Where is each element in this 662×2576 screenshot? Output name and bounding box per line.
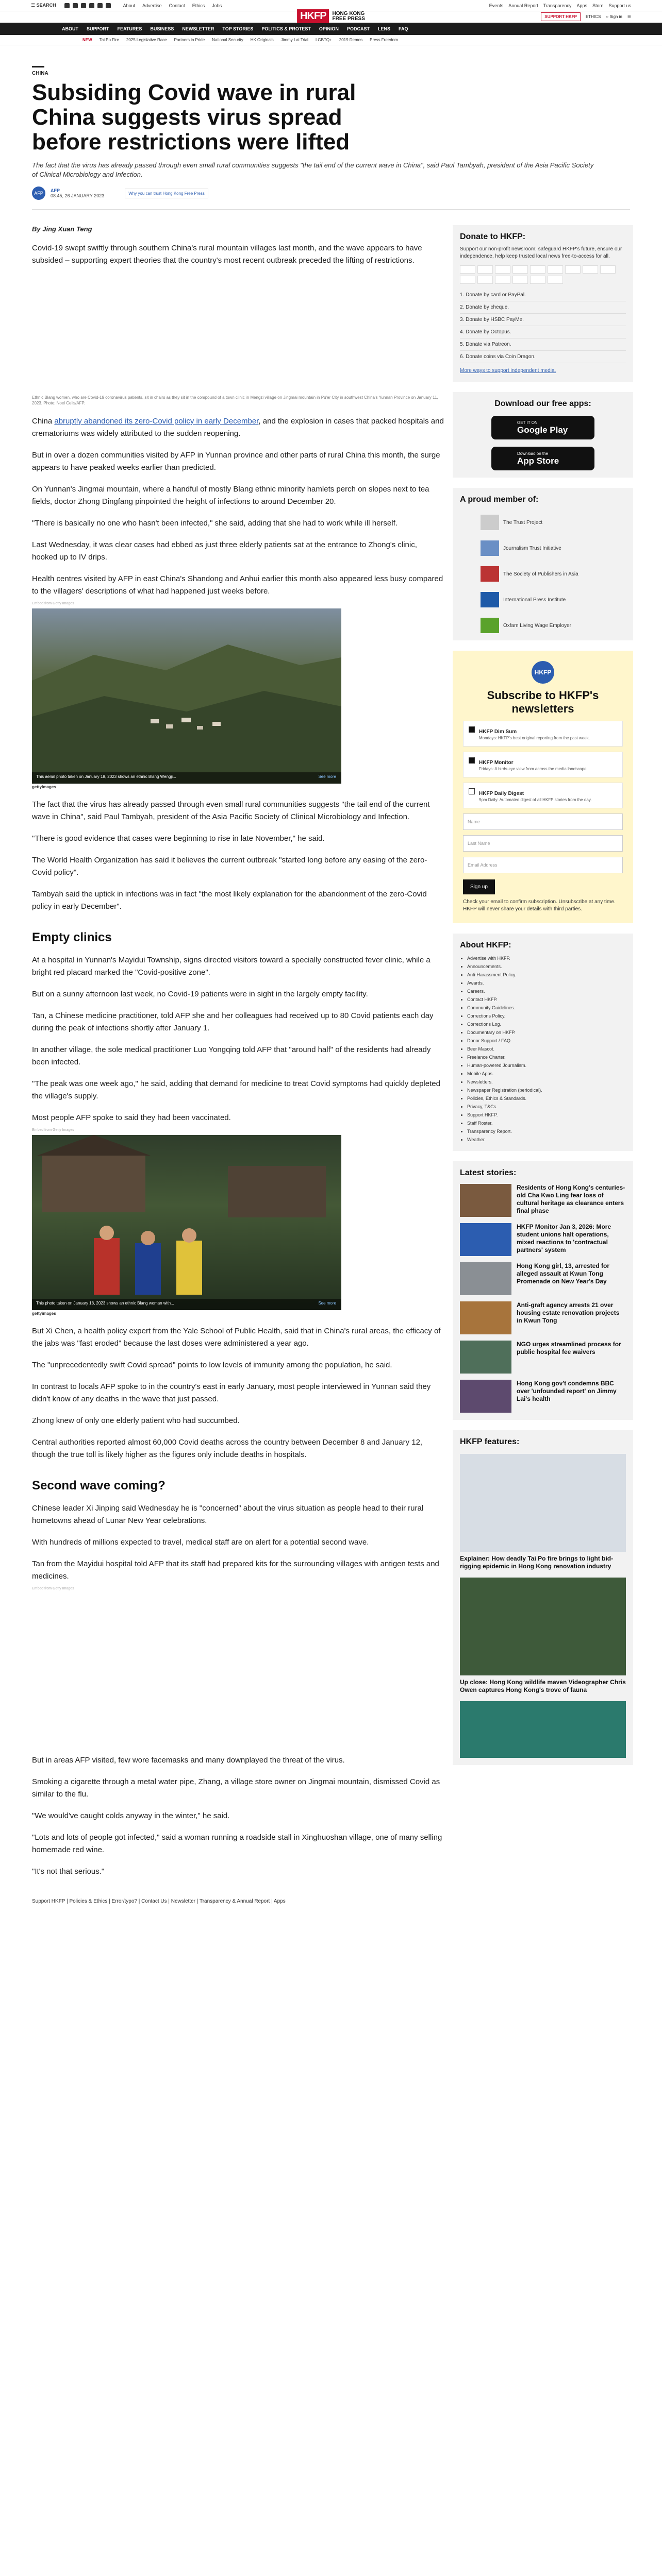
feature-story[interactable]: Explainer: How deadly Tai Po fire brings to light bid-rigging epidemic in Hong Kong renovation industry (460, 1454, 626, 1570)
newsletter-option-digest[interactable]: HKFP Daily Digest 9pm Daily: Automated digest of all HKFP stories from the day. (463, 783, 623, 808)
newsletter-option-monitor[interactable]: HKFP Monitor Fridays: A birds-eye view from across the media landscape. (463, 752, 623, 777)
top-link-store[interactable]: Store (592, 3, 604, 8)
getty-logo[interactable]: gettyimages (32, 785, 56, 789)
paragraph: "There is good evidence that cases were beginning to rise in late November," he said. (32, 834, 325, 843)
member-jti[interactable]: Journalism Trust Initiative (460, 540, 626, 556)
features-title: HKFP features: (460, 1437, 520, 1446)
paragraph: Zhong knew of only one elderly patient who had succumbed. (32, 1416, 240, 1425)
donate-option[interactable]: 4. Donate by Octopus. (460, 326, 626, 338)
about-title: About HKFP: (460, 941, 511, 950)
ethics-link[interactable]: ETHICS (585, 14, 601, 19)
google-play-button[interactable]: GET IT ON Google Play (491, 416, 594, 439)
paragraph: The World Health Organization has said it believes the current outbreak "started long before any easing of the zero-Covid policy". (32, 856, 427, 877)
paragraph: "We would've caught colds anyway in the winter," he said. (32, 1811, 230, 1820)
getty-logo[interactable]: gettyimages (32, 1311, 56, 1316)
subnav-item[interactable]: Jimmy Lai Trial (280, 38, 308, 42)
about-link[interactable]: • Awards. (467, 979, 626, 987)
photo-caption: This photo taken on January 18, 2023 shows an ethnic Blang woman with... (36, 1301, 174, 1306)
about-link[interactable]: • Transparency Report. (467, 1127, 626, 1136)
linkedin-icon[interactable] (89, 3, 94, 8)
paragraph: "The peak was one week ago," he said, adding that demand for medicine to treat Covid symptoms had quickly depleted the village's supply. (32, 1079, 440, 1100)
image-caption: Ethnic Blang women, who are Covid-19 coronavirus patients, sit in chairs as they sit in the compound of a town clinic in Mengzi village on Jingmai mountain in Pu'er City in southwest China's Yunnan Province on January 11, 2023. Photo: Noel Celis/AFP. (32, 395, 438, 405)
visa-icon (477, 265, 493, 274)
embed-credit: Embed from Getty Images (32, 602, 74, 605)
subnav-item[interactable]: Tai Po Fire (99, 38, 119, 42)
story-thumbnail (460, 1184, 511, 1217)
about-link[interactable]: • Staff Roster. (467, 1119, 626, 1127)
patreon-icon (512, 276, 528, 284)
about-link[interactable]: • Corrections Log. (467, 1020, 626, 1028)
about-link[interactable]: • Anti-Harassment Policy. (467, 971, 626, 979)
discover-icon (548, 265, 563, 274)
paragraph: But in areas AFP visited, few wore facemasks and many downplayed the threat of the virus. (32, 1756, 345, 1765)
subnav-item[interactable]: National Security (212, 38, 243, 42)
embed-placeholder (32, 1590, 444, 1745)
payment-icons (460, 265, 626, 284)
octopus-icon (495, 276, 510, 284)
subnav-item[interactable]: 2025 Legislative Race (126, 38, 167, 42)
amex-icon (495, 265, 510, 274)
trust-link[interactable]: Why you can trust Hong Kong Free Press (125, 189, 208, 198)
paragraph: In contrast to locals AFP spoke to in the country's east in early January, most people interviewed in Yunnan said they didn't know of any deaths in the wave that just passed. (32, 1382, 431, 1403)
story-thumbnail (460, 1262, 511, 1295)
image-placeholder (32, 267, 444, 391)
mountain-graphic (32, 608, 341, 784)
apps-title: Download our free apps: (494, 399, 591, 408)
section-heading-second-wave: Second wave coming? (32, 1479, 166, 1493)
latest-story[interactable]: NGO urges streamlined process for public hospital fee waivers (460, 1341, 626, 1374)
checkbox[interactable] (469, 788, 475, 794)
latest-stories-box (453, 1161, 633, 1420)
top-link-annual-report[interactable]: Annual Report (508, 3, 538, 8)
top-link-advertise[interactable]: Advertise (142, 3, 162, 8)
paragraph: In another village, the sole medical practitioner Luo Yongqing told AFP that "around half" of the residents had already been infected. (32, 1045, 431, 1066)
paragraph: The fact that the virus has already passed through even small rural communities suggests "the tail end of the current wave in China", said Paul Tambyah, president of the Asia Pacific Society of Clinical Microbiology and Infection. (32, 800, 430, 821)
latest-story[interactable]: HKFP Monitor Jan 3, 2026: More student unions halt operations, mixed reactions to 'contractual partners' system (460, 1223, 626, 1256)
paragraph: Tan, a Chinese medicine practitioner, told AFP she and her colleagues had received up to 80 Covid patients each day during the peak of infections shortly after January 1. (32, 1011, 434, 1032)
youtube-icon[interactable] (97, 3, 103, 8)
feature-story[interactable]: Up close: Hong Kong wildlife maven Videographer Chris Owen captures Hong Kong's trove of fauna (460, 1578, 626, 1694)
nav-business[interactable]: BUSINESS (150, 26, 174, 31)
paragraph: But on a sunny afternoon last week, no Covid-19 patients were in sight in the largely empty facility. (32, 990, 368, 998)
paragraph: Last Wednesday, it was clear cases had ebbed as just three elderly patients sat at the entrance to Zhong's clinic, hooked up to IV drips. (32, 540, 417, 562)
paragraph: Most people AFP spoke to said they had been vaccinated. (32, 1113, 231, 1122)
village-photo[interactable] (32, 1135, 341, 1310)
donate-option[interactable]: 3. Donate by HSBC PayMe. (460, 314, 626, 326)
donate-option[interactable]: 2. Donate by cheque. (460, 301, 626, 314)
about-link[interactable]: • Careers. (467, 987, 626, 995)
about-box (453, 934, 633, 1151)
about-link[interactable]: • Announcements. (467, 962, 626, 971)
support-hkfp-button[interactable]: SUPPORT HKFP (541, 12, 581, 21)
photo-caption: This aerial photo taken on January 18, 2023 shows an ethnic Blang Wengji... (36, 774, 176, 779)
nav-newsletter[interactable]: NEWSLETTER (182, 26, 214, 31)
new-badge: NEW (82, 38, 92, 42)
top-link-jobs[interactable]: Jobs (212, 3, 222, 8)
top-link-support-us[interactable]: Support us (608, 3, 631, 8)
feature-image (460, 1701, 626, 1758)
about-list (460, 954, 626, 1144)
mastercard-icon (460, 265, 475, 274)
top-link-transparency[interactable]: Transparency (543, 3, 572, 8)
paragraph: Covid-19 swept swiftly through southern China's rural mountain villages last month, and the wave appears to have subsided – supporting expert theories that the country's most recent outbreak preceded the lifting of restrictions. (32, 244, 422, 265)
member-oxfam[interactable]: Oxfam Living Wage Employer (460, 618, 626, 633)
donate-option[interactable]: 1. Donate by card or PayPal. (460, 289, 626, 301)
first-name-input[interactable]: Name (463, 814, 623, 830)
about-link[interactable]: • Weather. (467, 1136, 626, 1144)
about-link[interactable]: • Support HKFP. (467, 1111, 626, 1119)
feature-image (460, 1454, 626, 1552)
paragraph: Smoking a cigarette through a metal water pipe, Zhang, a village store owner on Jingmai mountain, dismissed Covid as similar to the flu. (32, 1777, 440, 1799)
story-thumbnail (460, 1380, 511, 1413)
member-ipi[interactable]: International Press Institute (460, 592, 626, 607)
sub-nav (0, 35, 662, 45)
about-link[interactable]: • Newsletters. (467, 1078, 626, 1086)
nav-lens[interactable]: LENS (377, 26, 390, 31)
paragraph: At a hospital in Yunnan's Mayidui Township, signs directed visitors toward a specially constructed fever clinic, while a bright red placard marked the "Covid-positive zone". (32, 956, 431, 977)
subnav-item[interactable]: Partners in Pride (174, 38, 205, 42)
paragraph: But in over a dozen communities visited by AFP in Yunnan province and other parts of rural China this month, the surge appears to have peaked weeks earlier than predicted. (32, 451, 440, 472)
google-pay-icon (600, 265, 616, 274)
ipi-logo (481, 592, 499, 607)
email-input[interactable]: Email Address (463, 857, 623, 873)
about-link[interactable]: • Community Guidelines. (467, 1004, 626, 1012)
donate-box (453, 225, 633, 382)
about-link[interactable]: • Advertise with HKFP. (467, 954, 626, 962)
article-lede: The fact that the virus has already passed through even small rural communities suggests "the tail end of the current wave in China", said Paul Tambyah, president of the Asia Pacific Society of Clinical Microbiology and Infection. (32, 161, 594, 178)
about-link[interactable]: • Beer Mascot. (467, 1045, 626, 1053)
hkfp-badge: HKFP (532, 661, 554, 684)
latest-story[interactable]: Anti-graft agency arrests 21 over housing estate renovation projects in Kwun Tong (460, 1301, 626, 1334)
latest-story[interactable]: Residents of Hong Kong's centuries-old Cha Kwo Ling fear loss of cultural heritage as clearance enters final phase (460, 1184, 626, 1217)
trust-project-logo (481, 515, 499, 530)
paragraph: "It's not that serious." (32, 1867, 105, 1876)
latest-story[interactable]: Hong Kong girl, 13, arrested for alleged assault at Kwun Tong Promenade on New Year's Day (460, 1262, 626, 1295)
app-store-button[interactable]: Download on the App Store (491, 447, 594, 470)
nav-top-stories[interactable]: TOP STORIES (222, 26, 254, 31)
apple-pay-icon (583, 265, 598, 274)
donate-option[interactable]: 5. Donate via Patreon. (460, 338, 626, 351)
latest-title: Latest stories: (460, 1168, 517, 1177)
top-link-ethics[interactable]: Ethics (192, 3, 205, 8)
section-heading-empty-clinics: Empty clinics (32, 930, 112, 944)
payme-icon (477, 276, 493, 284)
members-title: A proud member of: (460, 495, 539, 504)
oxfam-logo (481, 618, 499, 633)
sign-up-button[interactable]: Sign up (463, 879, 495, 894)
paragraph: "Lots and lots of people got infected," said a woman running a roadside stall in Xinghuoshan village, one of many selling homemade red wine. (32, 1833, 442, 1854)
subnav-item[interactable]: LGBTQ+ (315, 38, 332, 42)
nav-podcast[interactable]: PODCAST (346, 26, 370, 31)
nav-about[interactable]: ABOUT (62, 26, 78, 31)
menu-icon[interactable]: ☰ (627, 14, 631, 19)
nav-politics[interactable]: POLITICS & PROTEST (261, 26, 311, 31)
features-box (453, 1430, 633, 1765)
story-thumbnail (460, 1341, 511, 1374)
nav-faq[interactable]: FAQ (398, 26, 408, 31)
article-footer-links[interactable]: Support HKFP | Policies & Ethics | Error/typo? | Contact Us | Newsletter | Transparency & Annual Report | Apps (32, 1899, 286, 1904)
apps-box (453, 392, 633, 478)
embed-credit: Embed from Getty Images (32, 1587, 74, 1590)
members-box (453, 488, 633, 640)
nav-features[interactable]: FEATURES (117, 26, 142, 31)
about-link[interactable]: • Privacy, T&Cs. (467, 1103, 626, 1111)
unionpay-icon (530, 265, 545, 274)
paragraph: Health centres visited by AFP in east China's Shandong and Anhui earlier this month also appeared less busy compared to the villagers' descriptions of what had happened just weeks before. (32, 574, 443, 596)
member-trust-project[interactable]: The Trust Project (460, 515, 626, 530)
village-graphic (32, 1135, 341, 1310)
paypal-icon (460, 276, 475, 284)
search-button[interactable]: ☰ SEARCH (31, 3, 56, 8)
zero-covid-link[interactable]: abruptly abandoned its zero-Covid policy in early December (54, 417, 259, 426)
paragraph: The "unprecedentedly swift Covid spread" points to low levels of immunity among the population, he said. (32, 1361, 392, 1369)
publish-date: 08:45, 26 JANUARY 2023 (51, 193, 105, 198)
checkbox[interactable] (469, 726, 475, 733)
brand-row (0, 11, 662, 23)
last-name-input[interactable]: Last Name (463, 835, 623, 852)
paragraph: Tan from the Mayidui hospital told AFP that its staff had prepared kits for the surrounding villages with antigen tests and medicines. (32, 1560, 439, 1581)
paragraph: But Xi Chen, a health policy expert from the Yale School of Public Health, said that in China's rural areas, the efficacy of the jabs was "fast eroded" because the last doses were administered a year ago. (32, 1327, 441, 1348)
embed-credit: Embed from Getty Images (32, 1128, 74, 1132)
paragraph: "There is basically no one who hasn't been infected," she said, adding that she had to work while ill herself. (32, 519, 398, 528)
newsletter-note: Check your email to confirm subscription. Unsubscribe at any time. HKFP will never share your details with third parties. (463, 899, 616, 912)
donate-text: Support our non-profit newsroom; safeguard HKFP's future, ensure our independence, help keep trusted local news free-to-access for all. (460, 246, 622, 259)
jcb-icon (512, 265, 528, 274)
nav-support[interactable]: SUPPORT (87, 26, 109, 31)
paragraph: On Yunnan's Jingmai mountain, where a handful of mostly Blang ethnic minority hamlets perch on slopes next to tea fields, doctor Zhong Dingfang pinpointed the height of infections to around December 20. (32, 485, 429, 506)
top-link-about[interactable]: About (123, 3, 136, 8)
social-icons (64, 3, 111, 8)
about-link[interactable]: • Freelance Charter. (467, 1053, 626, 1061)
about-link[interactable]: • Newspaper Registration (periodical). (467, 1086, 626, 1094)
checkbox[interactable] (469, 757, 475, 764)
about-link[interactable]: • Donor Support / FAQ. (467, 1037, 626, 1045)
site-logo[interactable]: HKFP HONG KONG FREE PRESS (297, 9, 365, 23)
paragraph: Tambyah said the uptick in infections was in fact "the most likely explanation for the abandonment of the zero-Covid policy in early December". (32, 890, 427, 911)
author-meta (51, 188, 104, 198)
about-link[interactable]: • Policies, Ethics & Standards. (467, 1094, 626, 1103)
aerial-photo[interactable] (32, 608, 341, 784)
about-link[interactable]: • Mobile Apps. (467, 1070, 626, 1078)
diners-icon (565, 265, 581, 274)
more-ways-link[interactable]: More ways to support independent media. (460, 368, 556, 374)
author-name[interactable]: AFP (51, 188, 60, 193)
see-more-link[interactable]: See more (318, 1301, 336, 1306)
article-category[interactable]: CHINA (32, 71, 48, 76)
paragraph: With hundreds of millions expected to travel, medical staff are on alert for a potential second wave. (32, 1538, 369, 1547)
top-link-apps[interactable]: Apps (576, 3, 587, 8)
top-link-contact[interactable]: Contact (169, 3, 185, 8)
top-link-events[interactable]: Events (489, 3, 504, 8)
sopa-logo (481, 566, 499, 582)
article-title: Subsiding Covid wave in rural China suggests virus spread before restrictions were lifted (32, 80, 356, 155)
newsletter-title: Subscribe to HKFP's newsletters (487, 689, 599, 715)
donate-option[interactable]: 6. Donate coins via Coin Dragon. (460, 351, 626, 363)
paragraph: Chinese leader Xi Jinping said Wednesday he is "concerned" about the virus situation as people head to their rural hometowns ahead of Lunar New Year celebrations. (32, 1504, 424, 1525)
instagram-icon[interactable] (81, 3, 86, 8)
newsletter-box (453, 651, 633, 923)
about-link[interactable]: • Human-powered Journalism. (467, 1061, 626, 1070)
latest-story[interactable]: Hong Kong gov't condemns BBC over 'unfounded report' on Jimmy Lai's health (460, 1380, 626, 1413)
twitter-icon[interactable] (73, 3, 78, 8)
jti-logo (481, 540, 499, 556)
nav-opinion[interactable]: OPINION (319, 26, 339, 31)
facebook-icon[interactable] (64, 3, 70, 8)
subnav-item[interactable]: 2019 Demos (339, 38, 363, 42)
about-link[interactable]: • Corrections Policy. (467, 1012, 626, 1020)
donate-title: Donate to HKFP: (460, 232, 526, 241)
subnav-item[interactable]: HK Originals (250, 38, 274, 42)
main-nav (0, 23, 662, 35)
author-avatar: AFP (32, 187, 45, 200)
subnav-item[interactable]: Press Freedom (370, 38, 398, 42)
feature-story[interactable] (460, 1701, 626, 1758)
cheque-icon (530, 276, 545, 284)
sign-in-link[interactable]: ○ Sign in (606, 14, 622, 19)
story-thumbnail (460, 1223, 511, 1256)
article-byline: By Jing Xuan Teng (32, 225, 92, 233)
coin-icon (548, 276, 563, 284)
category-bar (32, 66, 44, 67)
feature-image (460, 1578, 626, 1675)
see-more-link[interactable]: See more (318, 774, 336, 779)
story-thumbnail (460, 1301, 511, 1334)
paragraph: China abruptly abandoned its zero-Covid policy in early December, and the explosion in cases that packed hospitals and crematoriums was widely attributed to the sudden reopening. (32, 417, 444, 438)
about-link[interactable]: • Contact HKFP. (467, 995, 626, 1004)
member-sopa[interactable]: The Society of Publishers in Asia (460, 566, 626, 582)
about-link[interactable]: • Documentary on HKFP. (467, 1028, 626, 1037)
email-icon[interactable] (106, 3, 111, 8)
paragraph: Central authorities reported almost 60,000 Covid deaths across the country between December 8 and January 12, though the true toll is likely higher as the figures only include deaths in hospitals. (32, 1438, 423, 1459)
newsletter-option-dimsum[interactable]: HKFP Dim Sum Mondays: HKFP's best original reporting from the past week. (463, 721, 623, 747)
